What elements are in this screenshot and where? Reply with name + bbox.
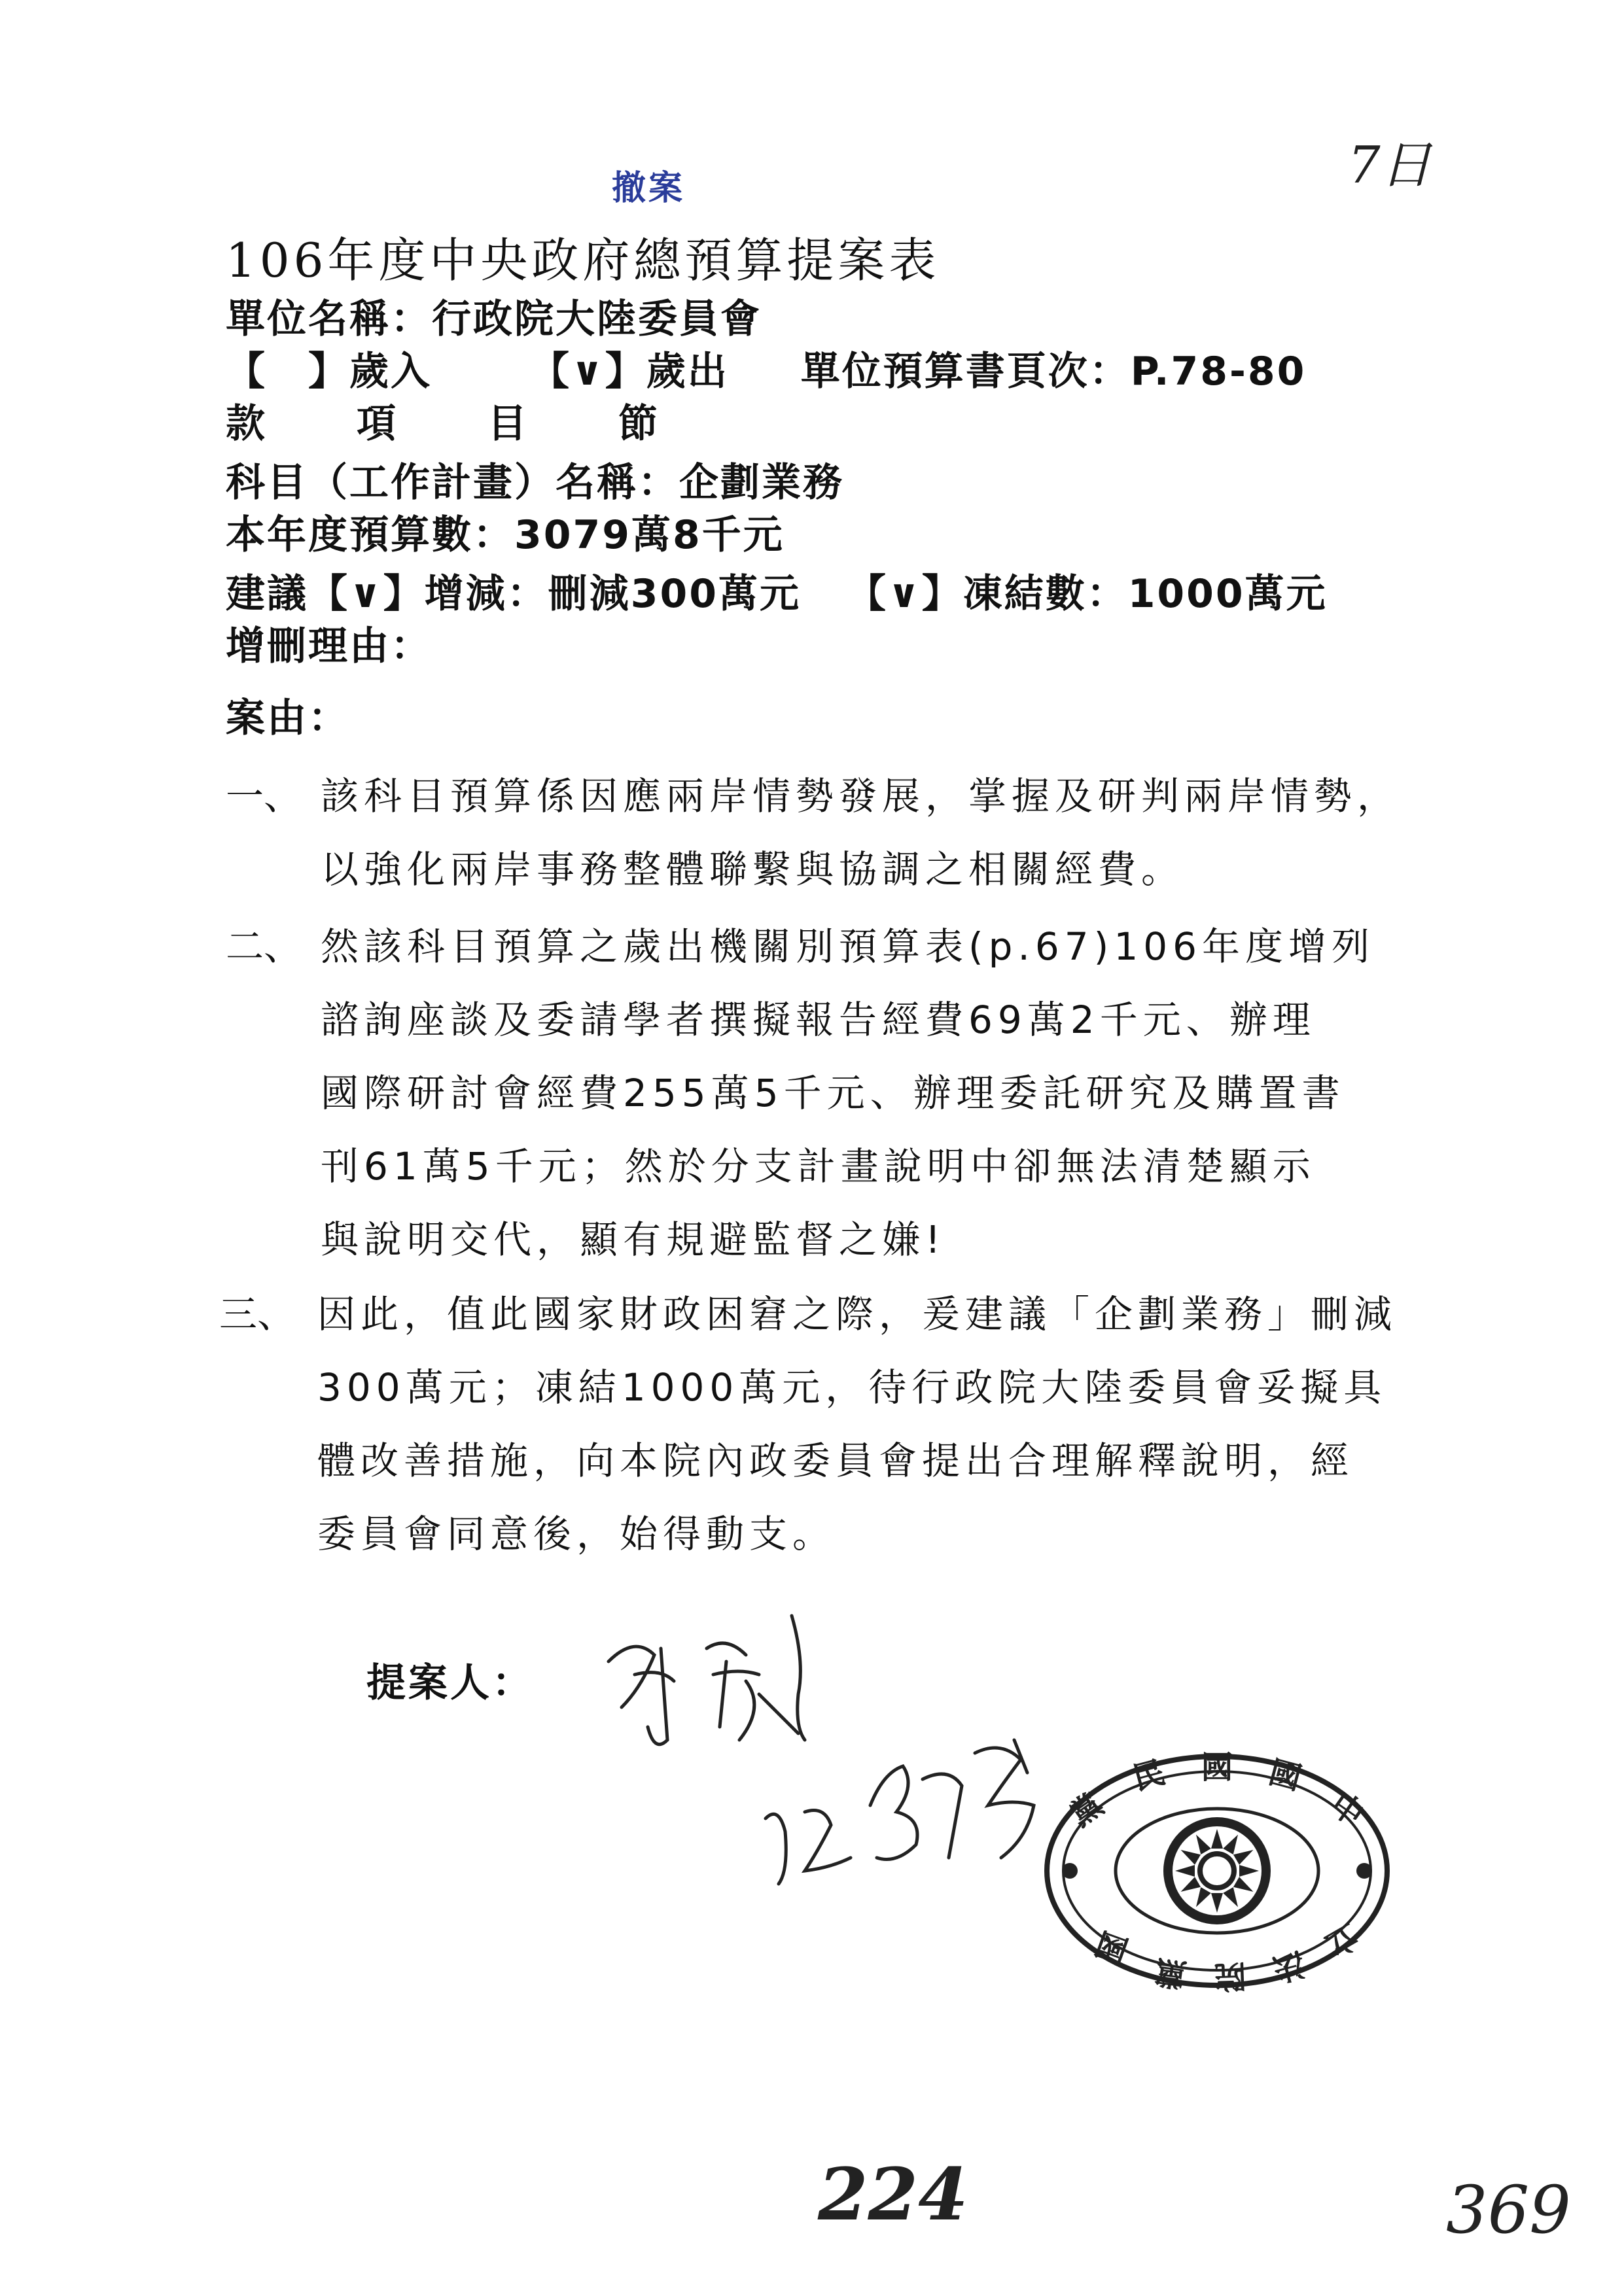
svg-text:立: 立 [1318,1916,1365,1964]
svg-text:黨: 黨 [1063,1786,1110,1834]
paragraph-2-marker: 二、 [226,924,302,969]
svg-text:民: 民 [1129,1754,1169,1798]
unit-name: 單位名稱：行政院大陸委員會 [226,296,762,342]
paragraph-3-line: 300萬元；凍結1000萬元，待行政院大陸委員會妥擬具 [317,1365,1387,1410]
handwritten-date-mark: 7日 [1348,136,1432,195]
suggestion-row [226,563,1328,619]
party-caucus-seal [1040,1747,1394,1995]
adjustment-suggestion: 建議【∨】增減：刪減300萬元 [226,571,801,617]
page-number-center: 224 [818,2152,968,2236]
jie-label: 節 [618,401,658,447]
svg-text:院: 院 [1214,1957,1247,1995]
paragraph-2-line: 然該科目預算之歲出機關別預算表(p.67)106年度增列 [321,924,1375,969]
svg-text:黨: 黨 [1153,1952,1190,1994]
paragraph-1-line: 該科目預算係因應兩岸情勢發展，掌握及研判兩岸情勢， [321,774,1401,818]
paragraph-2-line: 諮詢座談及委請學者撰擬報告經費69萬2千元、辦理 [321,998,1316,1042]
item-name: 科目（工作計畫）名稱：企劃業務 [226,460,844,506]
budget-page-reference: 單位預算書頁次：P.78-80 [800,349,1307,394]
document-title: 106年度中央政府總預算提案表 [226,233,940,288]
withdrawn-stamp: 撤案 [612,169,686,208]
paragraph-3-line: 因此，值此國家財政困窘之際，爰建議「企劃業務」刪減 [317,1292,1398,1336]
paragraph-3-line: 體改善措施，向本院內政委員會提出合理解釋說明，經 [317,1438,1354,1483]
reason-label: 增刪理由： [226,623,432,669]
proposer-label: 提案人： [366,1660,534,1706]
freeze-amount: 【∨】凍結數：1000萬元 [846,571,1328,617]
budget-amount: 本年度預算數：3079萬8千元 [226,512,785,558]
paragraph-1-marker: 一、 [226,774,302,818]
paragraph-3-marker: 三、 [219,1292,296,1336]
paragraph-2-line: 與說明交代，顯有規避監督之嫌! [321,1217,946,1262]
paragraph-2-line: 刊61萬5千元；然於分支計畫說明中卻無法清楚顯示 [321,1144,1316,1189]
svg-text:中: 中 [1324,1786,1371,1834]
svg-text:國: 國 [1265,1754,1305,1798]
xiang-label: 項 [357,401,396,447]
expense-checkbox-label: 【∨】歲出 [530,349,729,394]
kuan-xiang-mu-jie-row [226,392,749,449]
svg-text:國: 國 [1201,1749,1233,1786]
paragraph-3-line: 委員會同意後，始得動支。 [317,1512,836,1556]
svg-text:法: 法 [1269,1944,1309,1989]
svg-text:國: 國 [1091,1924,1133,1970]
mu-label: 目 [487,401,527,447]
paragraph-1-line: 以強化兩岸事務整體聯繫與協調之相關經費。 [321,847,1185,892]
paragraph-2-line: 國際研討會經費255萬5千元、辦理委託研究及購置書 [321,1071,1345,1115]
revenue-expense-row [226,340,1306,396]
signature-2 [752,1727,1067,1897]
revenue-checkbox-label: 【 】歲入 [226,349,432,394]
case-label: 案由： [226,695,349,741]
kuan-label: 款 [226,401,265,447]
page-number-right: 369 [1446,2172,1571,2248]
